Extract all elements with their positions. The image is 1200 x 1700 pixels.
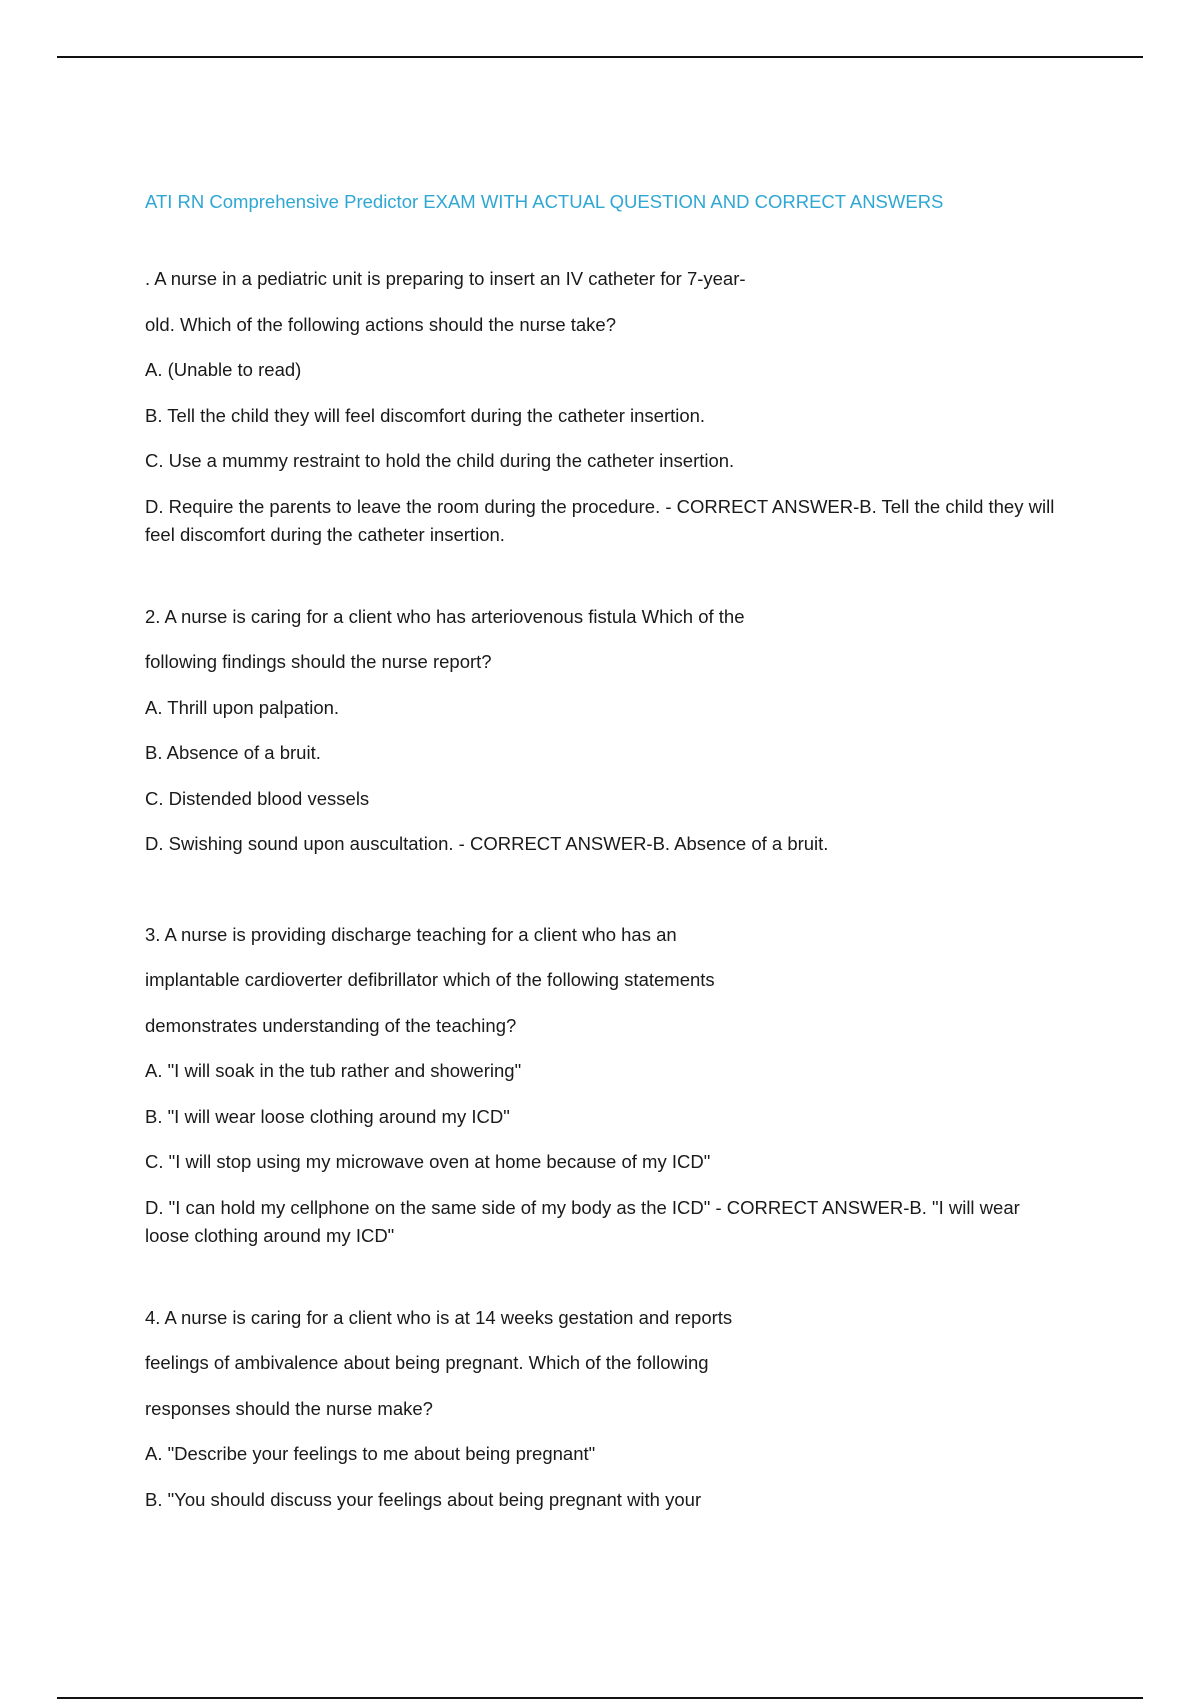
document-title: ATI RN Comprehensive Predictor EXAM WITH ACTUAL QUESTION AND CORRECT ANSWERS [145, 191, 944, 212]
question-3 [145, 912, 1065, 1250]
answer-option-with-correct-answer: D. Require the parents to leave the room during the procedure. - CORRECT ANSWER-B. Tell the child they will feel discomfort during the catheter insertion. [145, 495, 1055, 545]
question-stem-line: . A nurse in a pediatric unit is preparing to insert an IV catheter for 7-year- [145, 268, 746, 289]
answer-option: C. "I will stop using my microwave oven at home because of my ICD" [145, 1151, 711, 1172]
answer-option: C. Use a mummy restraint to hold the child during the catheter insertion. [145, 450, 735, 471]
question-stem-line: 3. A nurse is providing discharge teaching for a client who has an [145, 923, 677, 945]
answer-option: B. Tell the child they will feel discomfort during the catheter insertion. [145, 404, 706, 426]
answer-option: A. "Describe your feelings to me about being pregnant" [145, 1443, 596, 1464]
question-1 [145, 256, 1065, 549]
header-rule [57, 56, 1143, 58]
question-list [145, 256, 1065, 1522]
answer-option: A. Thrill upon palpation. [145, 696, 340, 718]
document-body [145, 186, 1065, 1567]
question-stem-line: 4. A nurse is caring for a client who is at 14 weeks gestation and reports [145, 1306, 733, 1328]
answer-option: C. Distended blood vessels [145, 787, 370, 809]
question-stem-line: responses should the nurse make? [145, 1397, 433, 1419]
question-stem-line: old. Which of the following actions should the nurse take? [145, 313, 617, 335]
answer-option-with-correct-answer: D. Swishing sound upon auscultation. - CORRECT ANSWER-B. Absence of a bruit. [145, 833, 829, 854]
answer-option: B. Absence of a bruit. [145, 742, 321, 763]
question-stem-line: implantable cardioverter defibrillator which of the following statements [145, 969, 715, 990]
question-stem-line: demonstrates understanding of the teaching? [145, 1014, 517, 1036]
answer-option: B. "I will wear loose clothing around my ICD" [145, 1105, 510, 1127]
footer-rule [57, 1697, 1143, 1699]
answer-option-with-correct-answer: D. "I can hold my cellphone on the same side of my body as the ICD" - CORRECT ANSWER-B. "I will wear loose clothing around my ICD" [145, 1196, 1020, 1246]
answer-option: A. (Unable to read) [145, 359, 302, 380]
question-stem-line: following findings should the nurse report? [145, 651, 492, 672]
question-2 [145, 594, 1065, 867]
question-4 [145, 1295, 1065, 1523]
question-stem-line: 2. A nurse is caring for a client who has arteriovenous fistula Which of the [145, 605, 745, 627]
question-stem-line: feelings of ambivalence about being pregnant. Which of the following [145, 1352, 709, 1373]
answer-option: B. "You should discuss your feelings about being pregnant with your [145, 1488, 702, 1510]
answer-option: A. "I will soak in the tub rather and showering" [145, 1060, 522, 1081]
